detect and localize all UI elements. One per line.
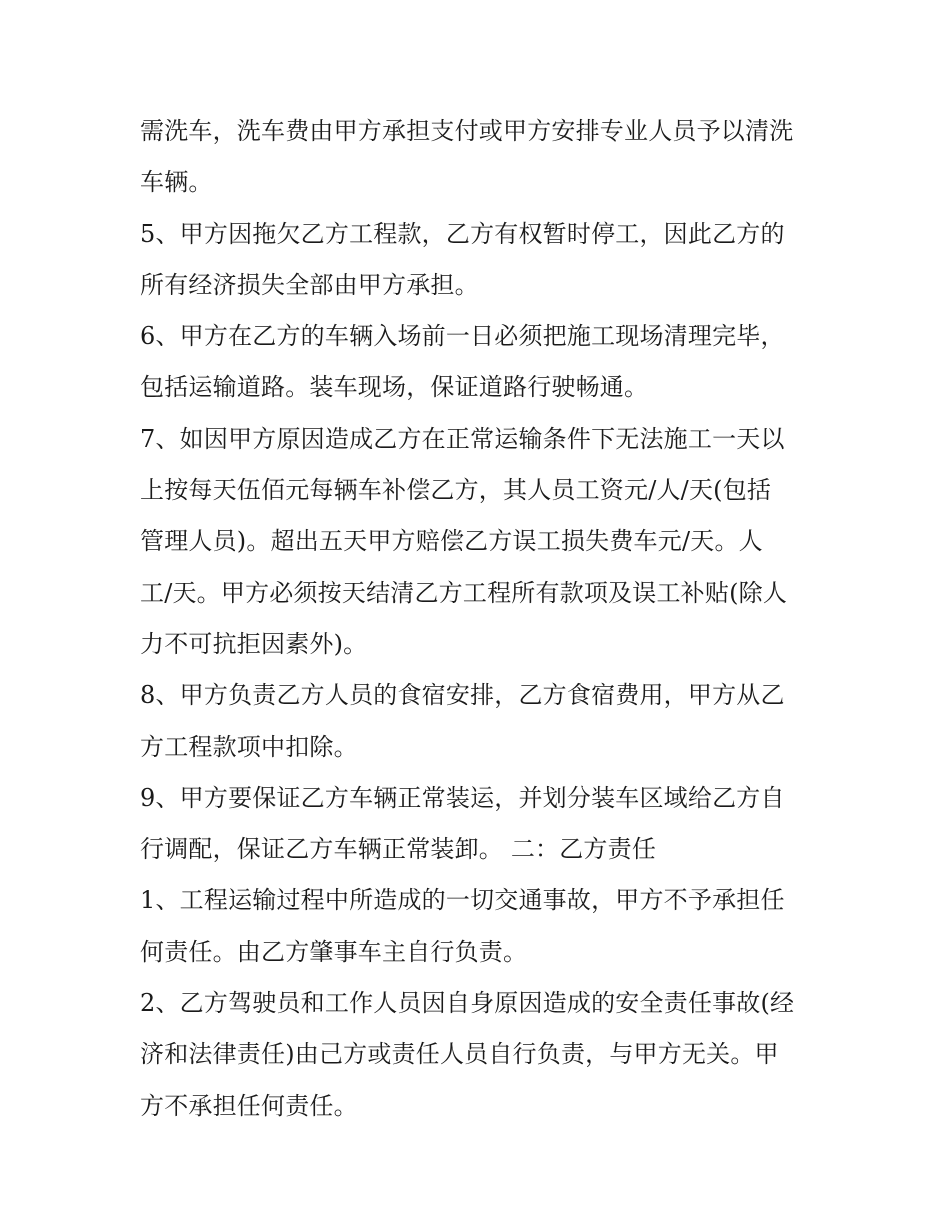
text-line: 方工程款项中扣除。 xyxy=(140,732,358,761)
text-line: 方不承担任何责任。 xyxy=(140,1091,358,1120)
text-line: 管理人员)。超出五天甲方赔偿乙方误工损失费车元/天。人 xyxy=(140,527,763,556)
text-line: 1、工程运输过程中所造成的一切交通事故，甲方不予承担任 xyxy=(140,886,785,915)
text-line: 5、甲方因拖欠乙方工程款，乙方有权暂时停工，因此乙方的 xyxy=(140,219,785,248)
text-line: 2、乙方驾驶员和工作人员因自身原因造成的安全责任事故(经 xyxy=(140,989,795,1018)
text-line: 车辆。 xyxy=(140,168,213,197)
text-line: 何责任。由乙方肇事车主自行负责。 xyxy=(140,937,528,966)
text-line: 工/天。甲方必须按天结清乙方工程所有款项及误工补贴(除人 xyxy=(140,578,788,607)
text-line: 力不可抗拒因素外)。 xyxy=(140,629,368,658)
text-line: 所有经济损失全部由甲方承担。 xyxy=(140,270,479,299)
text-line: 包括运输道路。装车现场，保证道路行驶畅通。 xyxy=(140,373,649,402)
text-line: 需洗车，洗车费由甲方承担支付或甲方安排专业人员予以清洗 xyxy=(140,117,794,145)
text-line: 济和法律责任)由己方或责任人员自行负责，与甲方无关。甲 xyxy=(140,1040,779,1069)
document-body xyxy=(140,106,812,1132)
text-line: 6、甲方在乙方的车辆入场前一日必须把施工现场清理完毕， xyxy=(140,322,785,351)
text-line: 行调配，保证乙方车辆正常装卸。 二：乙方责任 xyxy=(140,835,657,864)
text-line: 8、甲方负责乙方人员的食宿安排，乙方食宿费用，甲方从乙 xyxy=(140,681,785,710)
text-line: 7、如因甲方原因造成乙方在正常运输条件下无法施工一天以 xyxy=(140,424,785,453)
text-line: 9、甲方要保证乙方车辆正常装运，并划分装车区域给乙方自 xyxy=(140,783,785,812)
text-line: 上按每天伍佰元每辆车补偿乙方，其人员工资元/人/天(包括 xyxy=(140,476,772,505)
